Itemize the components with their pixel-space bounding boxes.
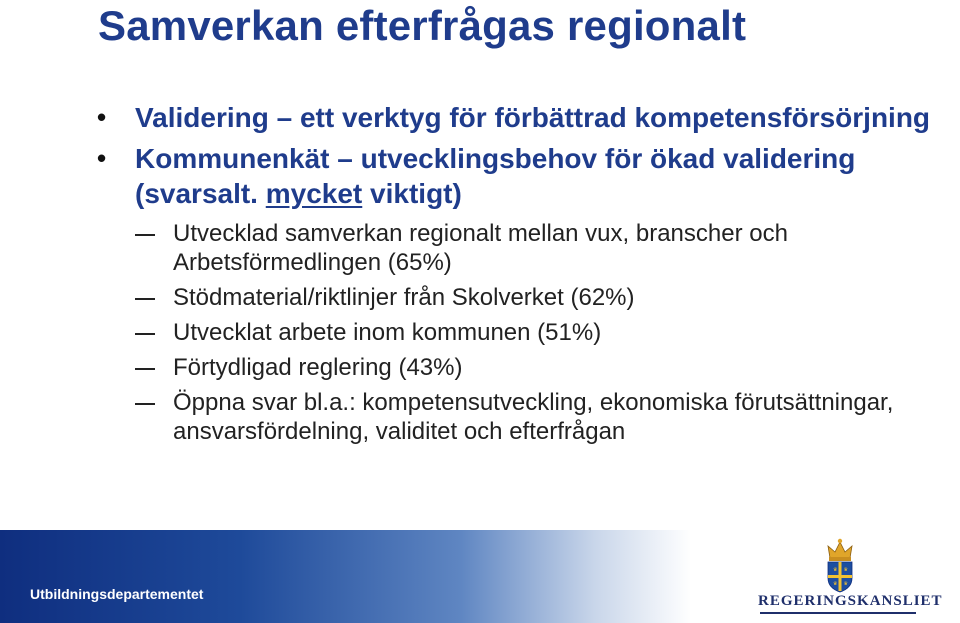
sub-item [0,283,960,312]
logo-underline [760,612,916,614]
svg-text:♛: ♛ [833,567,838,573]
sub-item-text: Förtydligad reglering (43%) [173,354,463,381]
bullet-text-underlined: mycket [265,178,363,209]
sub-item [0,353,960,382]
svg-text:♛: ♛ [843,567,848,573]
logo-wordmark: REGERINGSKANSLIET [758,593,943,609]
sub-item-text: Öppna svar bl.a.: kompetensutveckling, ekonomiska förutsättningar, ansvarsfördelning, validitet och efterfrågan [173,389,894,445]
dash-icon [135,368,155,370]
bullet-text-post: viktigt) [362,178,462,209]
dash-icon [135,298,155,300]
svg-text:♛: ♛ [843,581,848,587]
sub-list [0,219,960,446]
sub-item-text: Utvecklat arbete inom kommunen (51%) [173,319,602,346]
svg-text:♛: ♛ [833,581,838,587]
dash-icon [135,333,155,335]
bullet-text: Validering – ett verktyg för förbättrad kompetensförsörjning [135,102,931,133]
slide-title: Samverkan efterfrågas regionalt [98,2,747,49]
dash-icon [135,234,155,236]
bullet-dot-icon: • [97,102,107,132]
sub-item [0,219,960,277]
bullet-item [0,141,960,211]
department-label: Utbildningsdepartementet [30,586,204,602]
sub-item-text: Utvecklad samverkan regionalt mellan vux, branscher och Arbetsförmedlingen (65%) [173,220,788,276]
sub-item-text: Stödmaterial/riktlinjer från Skolverket (62%) [173,284,635,311]
sub-item [0,388,960,446]
bullet-text-pre: Kommunenkät – utvecklingsbehov för ökad validering (svarsalt. [135,143,856,209]
bullet-item [0,100,960,135]
bullet-dot-icon: • [97,143,107,173]
dash-icon [135,403,155,405]
sub-item [0,318,960,347]
bullet-list [0,100,960,452]
